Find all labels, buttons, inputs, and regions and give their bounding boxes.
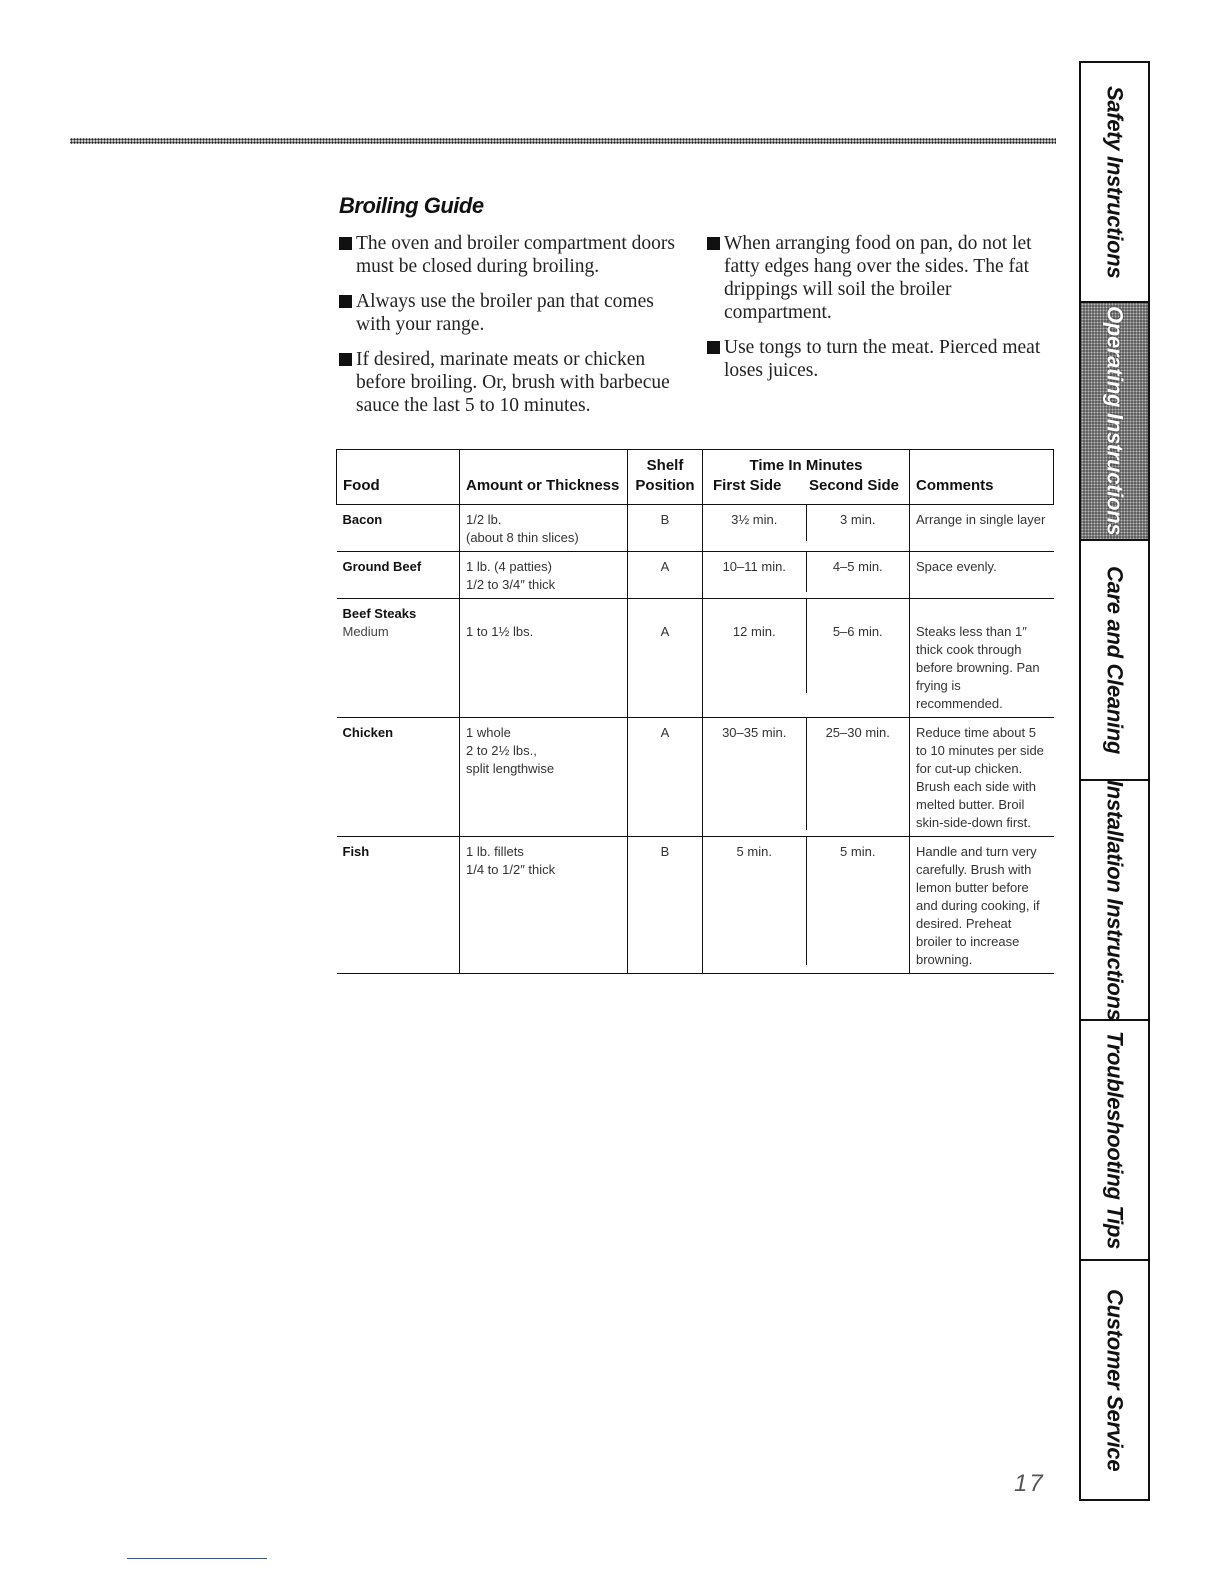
tab-label: Safety Instructions [1102,85,1128,279]
comment-text: Arrange in single layer [916,512,1046,527]
header-shelf: Shelf Position [628,450,703,505]
tab-installation-instructions[interactable] [1081,781,1148,1021]
broiling-table [336,449,1054,974]
bullet-square-icon [339,353,352,366]
amount-line: 1/2 lb. [466,512,502,527]
amount-line: 2 to 2½ lbs., [466,743,537,758]
bullet-text: When arranging food on pan, do not let fatty edges hang over the sides. The fat drippings will soil the broiler compartment. [724,233,1032,323]
cell-comments [910,505,1054,552]
second-side-value: 25–30 min. [825,725,890,740]
bullet-text: Use tongs to turn the meat. Pierced meat loses juices. [724,337,1041,381]
cell-food [337,837,460,974]
footer-line [127,1558,267,1559]
bullet-item [707,336,1052,382]
food-name: Bacon [342,512,383,527]
table-header-row [337,450,1054,505]
cell-time [703,505,910,552]
amount-line: 1 to 1½ lbs. [466,624,534,639]
bullet-text: If desired, marinate meats or chicken before broiling. Or, brush with barbecue sauce the last 5 to 10 minutes. [356,349,670,416]
comment-text: Steaks less than 1″ thick cook through before browning. Pan frying is recommended. [916,624,1040,711]
bullet-square-icon [339,295,352,308]
bullet-item [339,232,684,278]
first-side-value: 12 min. [732,624,776,639]
cell-food [337,552,460,599]
page-number: 17 [1014,1470,1045,1497]
bullet-square-icon [707,341,720,354]
first-side-value: 3½ min. [731,512,778,527]
table-row [337,599,1054,718]
comment-text: Reduce time about 5 to 10 minutes per side for cut-up chicken. Brush each side with melted butter. Broil skin-side-down first. [916,725,1044,830]
dotted-divider [70,138,1056,144]
second-side-value: 4–5 min. [832,559,883,574]
amount-line: 1 lb. (4 patties) [466,559,552,574]
cell-amount [460,505,628,552]
cell-time [703,599,910,718]
food-name: Fish [342,844,370,859]
tab-care-and-cleaning[interactable] [1081,541,1148,781]
cell-comments [910,552,1054,599]
shelf-value: A [660,559,670,574]
cell-amount [460,718,628,837]
header-first-side: First Side [713,477,782,494]
food-name: Chicken [342,725,394,740]
header-time-label: Time In Minutes [749,457,863,474]
cell-food [337,599,460,718]
tab-customer-service[interactable] [1081,1261,1148,1499]
first-side-value: 10–11 min. [722,559,786,574]
cell-shelf [628,505,703,552]
cell-shelf [628,718,703,837]
comment-text: Space evenly. [916,559,997,574]
bullet-item [339,290,684,336]
tab-label: Care and Cleaning [1102,565,1128,755]
cell-shelf [628,552,703,599]
bullet-item [339,348,684,417]
food-name: Ground Beef [342,559,422,574]
cell-time [703,552,910,599]
cell-comments [910,599,1054,718]
table-row [337,552,1054,599]
cell-shelf [628,599,703,718]
second-side-value: 5–6 min. [832,624,883,639]
food-name: Beef Steaks [342,606,417,621]
amount-line: 1 whole [466,725,511,740]
shelf-value: A [660,624,670,639]
bullet-text: Always use the broiler pan that comes with your range. [356,291,654,335]
bullet-square-icon [339,237,352,250]
header-amount: Amount or Thickness [460,450,628,505]
shelf-value: A [660,725,670,740]
shelf-value: B [660,844,670,859]
cell-amount [460,837,628,974]
second-side-value: 5 min. [840,844,876,859]
tab-label: Operating Instructions [1102,306,1128,536]
amount-line: split lengthwise [466,761,555,776]
cell-amount [460,552,628,599]
cell-food [337,505,460,552]
bullet-item [707,232,1052,324]
first-side-value: 5 min. [736,844,772,859]
amount-line: (about 8 thin slices) [466,530,579,545]
amount-line: 1/2 to 3/4″ thick [466,577,556,592]
table-row [337,718,1054,837]
first-side-value: 30–35 min. [722,725,787,740]
tab-label: Troubleshooting Tips [1102,1030,1128,1250]
header-food: Food [337,450,460,505]
tab-label: Installation Instructions [1102,779,1128,1021]
section-title: Broiling Guide [339,193,484,218]
cell-comments [910,837,1054,974]
header-second-side: Second Side [808,477,899,494]
shelf-value: B [660,512,670,527]
tab-label: Customer Service [1102,1288,1128,1472]
amount-line: 1 lb. fillets [466,844,524,859]
header-comments: Comments [910,450,1054,505]
second-side-value: 3 min. [840,512,876,527]
bullet-list-right [707,232,1052,394]
tab-safety-instructions[interactable] [1081,63,1148,303]
cell-time [703,837,910,974]
comment-text: Handle and turn very carefully. Brush with lemon butter before and during cooking, if desired. Preheat broiler to increase browning. [916,844,1040,967]
cell-food [337,718,460,837]
cell-amount [460,599,628,718]
cell-time [703,718,910,837]
table-row [337,837,1054,974]
tab-troubleshooting-tips[interactable] [1081,1021,1148,1261]
cell-shelf [628,837,703,974]
bullet-list-left [339,232,684,429]
bullet-text: The oven and broiler compartment doors must be closed during broiling. [356,233,675,277]
cell-comments [910,718,1054,837]
bullet-square-icon [707,237,720,250]
amount-line: 1/4 to 1/2″ thick [466,862,556,877]
section-tabs [1079,61,1150,1501]
tab-operating-instructions[interactable] [1081,303,1148,541]
food-sub: Medium [342,624,389,639]
table-row [337,505,1054,552]
header-time [703,450,910,505]
